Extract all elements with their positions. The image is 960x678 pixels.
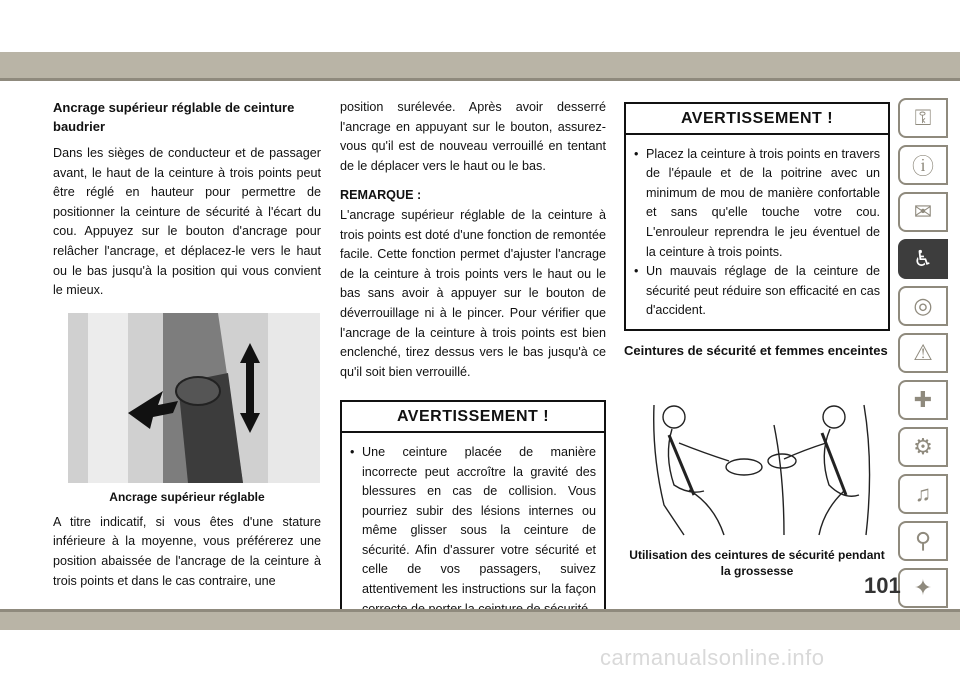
warning-item: • Une ceinture placée de manière incorrecte peut accroître la gravité des blessures en cas de collision. Vous pourriez subir des lésions internes ou même glisser sous la ceinture de sécurité. Afin d'assurer votre sécurité et celle de vos passagers, suivez attentivement les instructions sur la façon <box>350 443 596 619</box>
car-crash-icon: ⚠ <box>913 340 933 365</box>
pregnancy-section-title: Ceintures de sécurité et femmes enceintes <box>624 342 888 358</box>
warning-item-2: • Un mauvais réglage de la ceinture de sécurité peut réduire son efficacité en cas d'accident. <box>634 262 880 321</box>
anchor-paragraph: Dans les sièges de conducteur et de passager avant, le haut de la ceinture à trois points peut être réglé en hauteur pour permettre de positionner la ceinture de sécurité à l'écart du cou. Appuyez sur le bouton d'ancrage pour relâcher l'ancrage, et déplacez-le vers le haut ou le bas jusqu'à la position qui vous convient le mieux. <box>53 146 321 298</box>
anchor-figure-caption: Ancrage supérieur réglable <box>109 489 265 504</box>
tab-search[interactable] <box>898 521 948 561</box>
tab-car-crash[interactable] <box>898 333 948 373</box>
tab-gear-list[interactable] <box>898 427 948 467</box>
footer-band <box>0 612 960 630</box>
warning-box <box>340 400 606 629</box>
chapter-tabs <box>898 98 948 615</box>
tab-car-key[interactable] <box>898 98 948 138</box>
media-icon: ♫ <box>914 481 932 506</box>
index-icon: ✦ <box>913 575 933 600</box>
stature-paragraph: A titre indicatif, si vous êtes d'une stature inférieure à la moyenne, vous préférerez une position abaissée de l'ancrage de la ceinture à trois points et dans le cas contraire, une <box>53 514 321 588</box>
header-band <box>0 52 960 78</box>
car-info-icon: ⓘ <box>911 153 934 179</box>
remark-title: REMARQUE : <box>340 188 422 203</box>
anchor-illustration <box>68 313 320 483</box>
tab-airbag-seat[interactable] <box>898 239 948 279</box>
middle-column <box>340 98 606 629</box>
section-heading-anchor: Ancrage supérieur réglable de ceinture baudrier <box>53 100 295 134</box>
pregnancy-figure-caption: Utilisation des ceintures de sécurité pendant la grossesse <box>629 547 885 578</box>
warning-box-right <box>624 102 890 331</box>
gear-list-icon: ⚙ <box>913 434 933 459</box>
tab-index[interactable] <box>898 568 948 608</box>
watermark: carmanualsonline.info <box>600 645 825 670</box>
tab-car-info[interactable] <box>898 145 948 185</box>
warning-title: AVERTISSEMENT ! <box>342 402 604 433</box>
pregnancy-figure <box>634 395 886 541</box>
remark-text: L'ancrage supérieur réglable de la ceinture à trois points est doté d'une fonction de remontée facile. Cette fonction permet d'ajuster l'ancrage de la ceinture à trois points vers le haut ou le bas sans avoir à appuyer sur le bouton de déverrouillage ni à le pincer. Pour vérifier que l'ancrage de la ceinture à trois points est bien enclenché, tirez dessus vers le bas jusqu'à ce qu'il soit bien verrouillé. <box>340 207 606 379</box>
unlock-paragraph: position surélevée. Après avoir desserré l'ancrage en appuyant sur le bouton, assurez-vous qu'il est de nouveau verrouillé en tentant de le déplacer vers le haut ou le bas. <box>340 100 606 173</box>
tab-car-service[interactable] <box>898 380 948 420</box>
airbag-seat-icon: ♿ <box>913 246 933 271</box>
left-column <box>53 98 321 591</box>
tab-media[interactable] <box>898 474 948 514</box>
car-service-icon: ✚ <box>913 387 933 412</box>
anchor-figure <box>68 313 320 483</box>
car-key-icon: ⚿ <box>914 105 932 130</box>
pregnancy-illustration <box>634 395 886 541</box>
search-icon: ⚲ <box>914 528 932 553</box>
tab-warning-lights[interactable] <box>898 192 948 232</box>
steering-wheel-icon: ◎ <box>913 293 933 318</box>
warning-item-1: • Placez la ceinture à trois points en travers de l'épaule et de la poitrine avec un minimum de mou de manière confortable et sans qu'elle touche votre cou. L'enrouleur reprendra le jeu éventuel de la ceinture à trois points. <box>634 145 880 263</box>
tab-steering-wheel[interactable] <box>898 286 948 326</box>
warning-title-right: AVERTISSEMENT ! <box>626 104 888 135</box>
header-band-edge <box>0 78 960 81</box>
page-number: 101 <box>864 573 901 598</box>
warning-lights-icon: ✉ <box>913 199 933 224</box>
right-column <box>624 98 890 579</box>
